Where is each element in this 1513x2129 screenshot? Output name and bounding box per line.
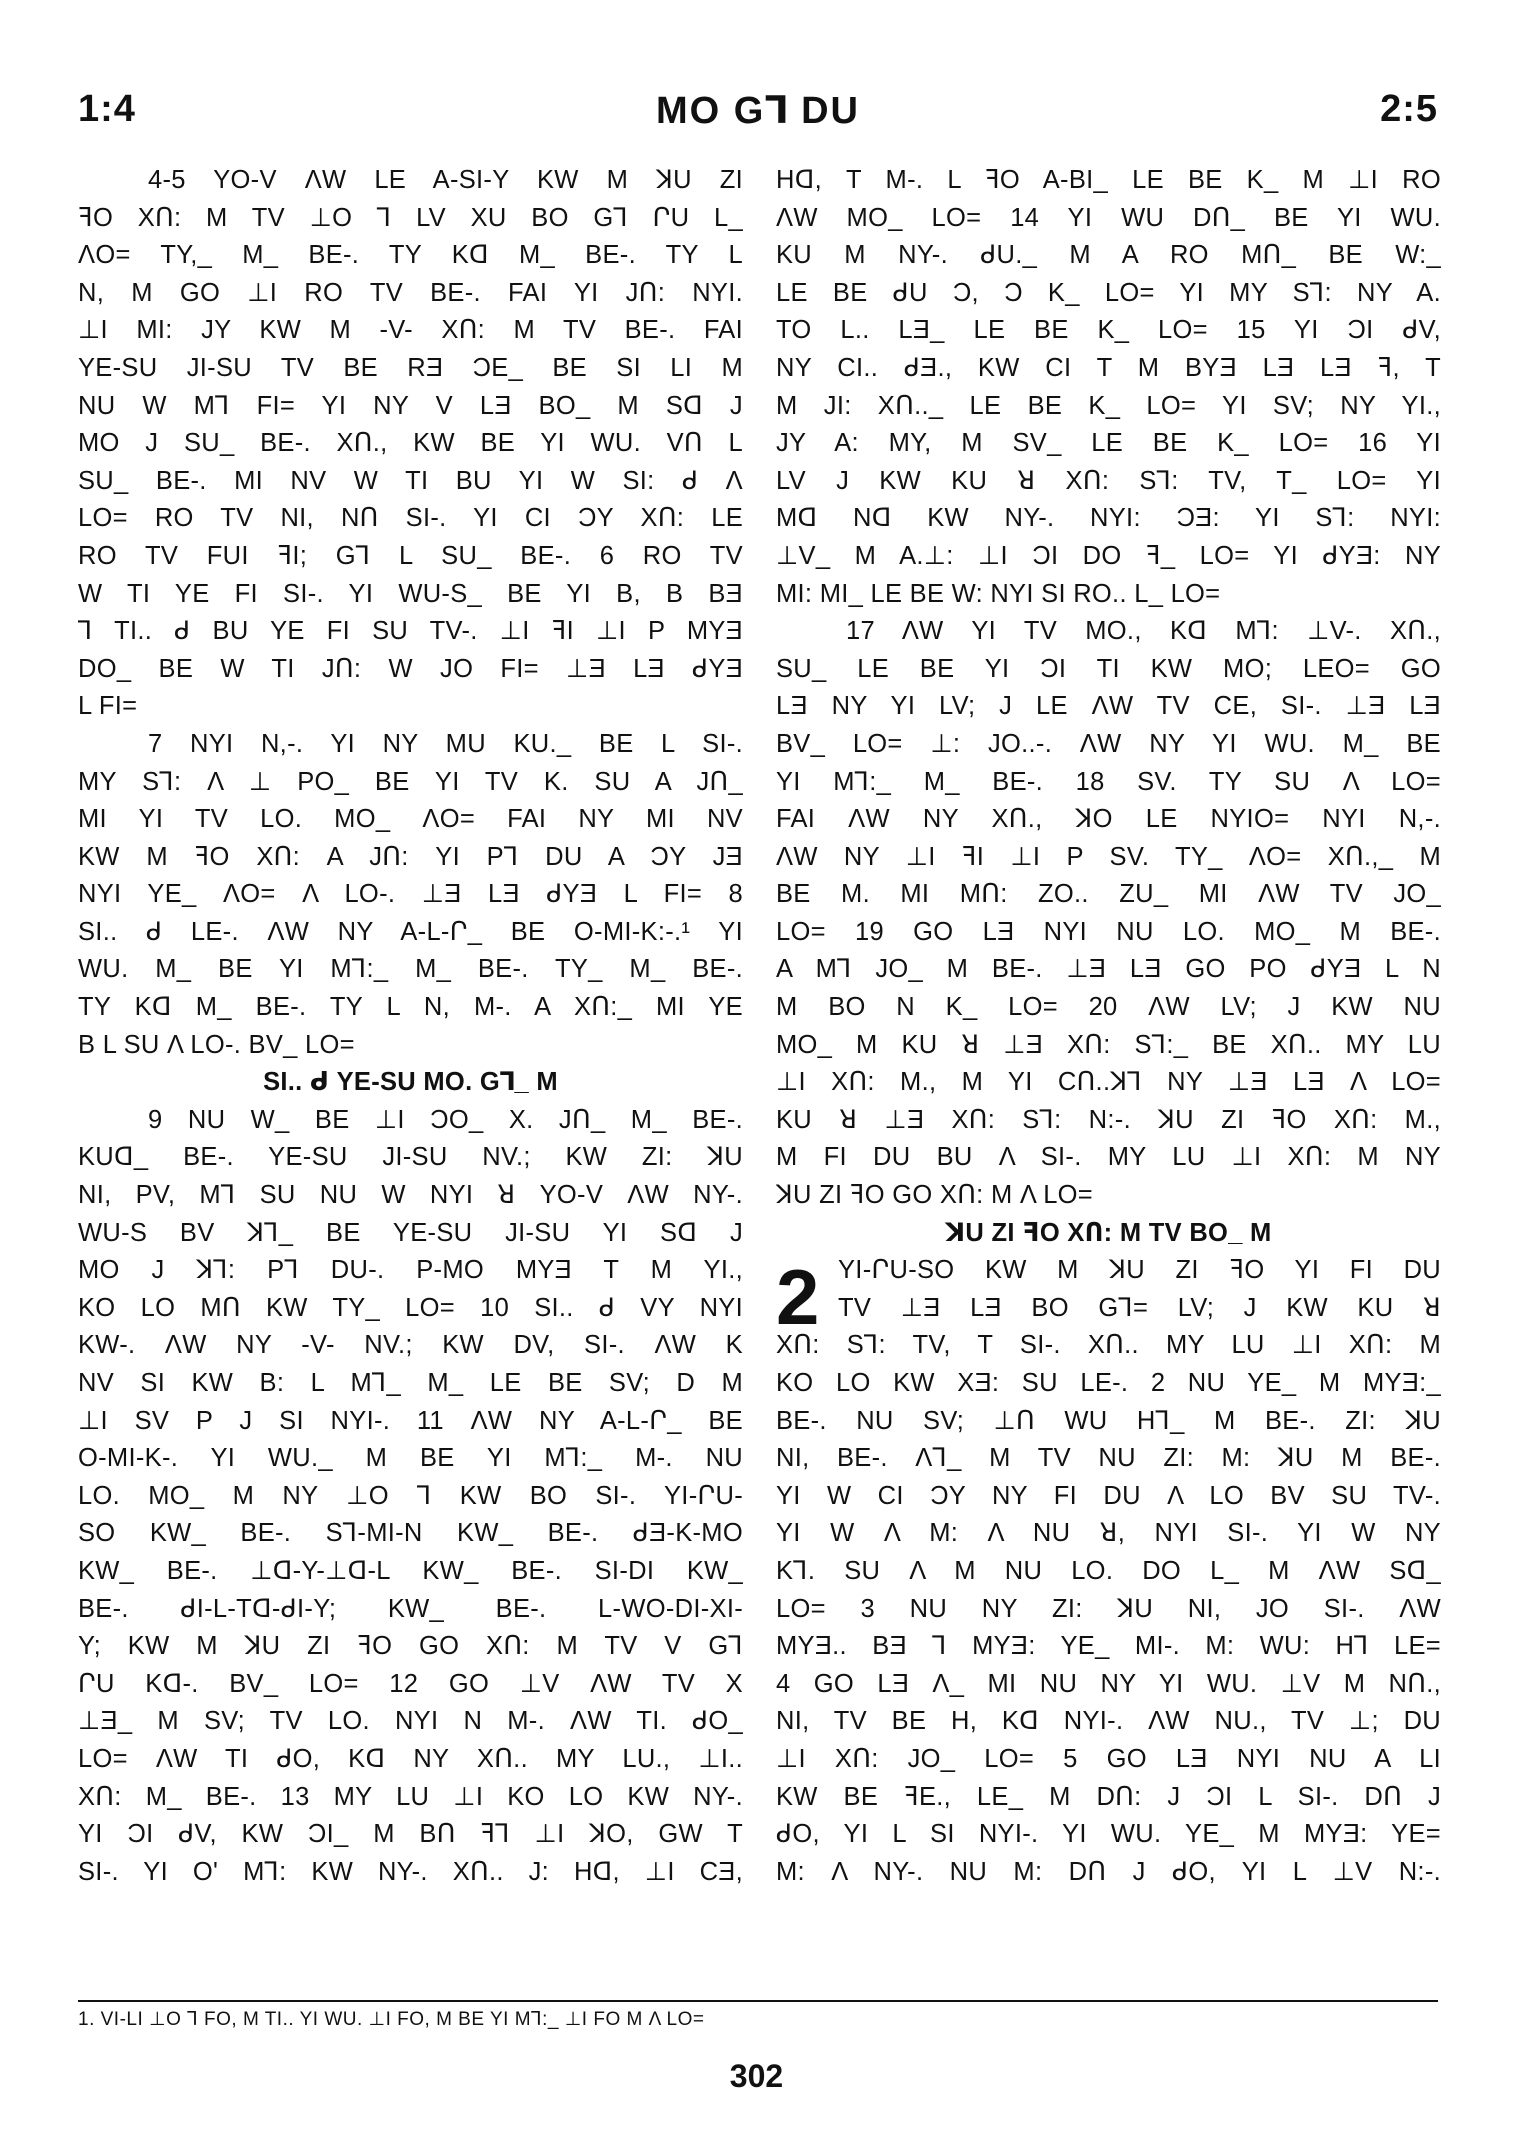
text-line: SI.. ᑯ YE-SU MO. G⅂_ M bbox=[263, 1068, 558, 1097]
text-line: TO L.. LƎ_ LE BE K_ LO= 15 YI ƆI ᑯV, bbox=[776, 316, 1441, 345]
text-line: K⅂. SU Λ M NU LO. DO L_ M ΛW Sᗡ_ bbox=[776, 1556, 1441, 1585]
text-line: KW M ꟻO XՈ: A JՈ: YI P⅂ DU A ƆY JƎ bbox=[78, 842, 743, 871]
text-line: YI M⅂:_ M_ BE-. 18 SV. TY SU Λ LO= bbox=[776, 767, 1441, 796]
text-line: LO= 3 NU NY ZI: ꓘU NI, JO SI-. ΛW bbox=[776, 1594, 1441, 1623]
text-line: NU W M⅂ FI= YI NY V LƎ BO_ M Sᗡ J bbox=[78, 391, 743, 420]
footnote: 1. VI-LI ⊥O ⅂ FO, M TI.. YI WU. ⊥I FO, M BE YI M⅂:_ ⊥I FO M Λ LO= bbox=[78, 2009, 705, 2030]
text-line: LO= RO TV NI, NՈ SI-. YI CI ƆY XՈ: LE bbox=[78, 504, 743, 533]
text-line: ⊥I SV P J SI NYI-. 11 ΛW NY A-L-Ր_ BE bbox=[78, 1406, 743, 1435]
text-line: BE-. ᑯI-L-Tᗡ-ᑯI-Y; KW_ BE-. L-WO-DI-XI- bbox=[78, 1594, 743, 1623]
chapter-drop-cap: 2 bbox=[776, 1253, 820, 1342]
text-line: Hᗡ, T M-. L ꟻO A-BI_ LE BE K_ M ⊥I RO bbox=[776, 166, 1441, 194]
text-line: MYƎ.. BƎ ⅂ MYƎ: YE_ MI-. M: WU: H⅂ LE= bbox=[776, 1632, 1441, 1661]
text-line: JY A: MY, M SV_ LE BE K_ LO= 16 YI bbox=[776, 429, 1441, 458]
header-right-reference: 2:5 bbox=[1380, 88, 1438, 130]
text-line: M FI DU BU Λ SI-. MY LU ⊥I XՈ: M NY bbox=[776, 1143, 1441, 1172]
text-line: 9 NU W_ BE ⊥I ƆO_ X. JՈ_ M_ BE-. bbox=[148, 1105, 743, 1134]
text-line: MO J ꓘ⅂: P⅂ DU-. P-MO MYƎ T M YI., bbox=[78, 1256, 743, 1285]
text-line: TV ⊥Ǝ LƎ BO G⅂= LV; J KW KU ꓤ bbox=[838, 1293, 1441, 1322]
text-line: L FI= bbox=[78, 692, 138, 721]
text-line: WU-S BV ꓘ⅂_ BE YE-SU JI-SU YI Sᗡ J bbox=[78, 1218, 743, 1247]
text-line: BV_ LO= ⊥: JO..-. ΛW NY YI WU. M_ BE bbox=[776, 729, 1441, 758]
text-line: MO J SU_ BE-. XՈ., KW BE YI WU. VՈ L bbox=[78, 429, 743, 458]
footnote-divider bbox=[78, 2000, 1438, 2002]
text-line: KO LO KW XƎ: SU LE-. 2 NU YE_ M MYƎ:_ bbox=[776, 1369, 1441, 1397]
text-line: NI, TV BE H, Kᗡ NYI-. ΛW NU., TV ⊥; DU bbox=[776, 1707, 1441, 1736]
text-line: RO TV FUI ꟻI; G⅂ L SU_ BE-. 6 RO TV bbox=[78, 541, 743, 570]
text-line: NI, PV, M⅂ SU NU W NYI ꓤ YO-V ΛW NY-. bbox=[78, 1181, 743, 1210]
text-line: 17 ΛW YI TV MO., Kᗡ M⅂: ⊥V-. XՈ., bbox=[846, 617, 1441, 646]
text-line: YE-SU JI-SU TV BE RƎ ƆE_ BE SI LI M bbox=[78, 353, 743, 382]
text-line: 4-5 YO-V ΛW LE A-SI-Y KW M ꓘU ZI bbox=[148, 166, 743, 194]
text-line: MI: MI_ LE BE W: NYI SI RO.. L_ LO= bbox=[776, 579, 1221, 608]
chapter-two-opening bbox=[776, 1252, 1441, 1342]
running-header bbox=[78, 88, 1438, 138]
text-line: ⊥I XՈ: JO_ LO= 5 GO LƎ NYI NU A LI bbox=[776, 1744, 1441, 1773]
text-line: ΛO= TY,_ M_ BE-. TY Kᗡ M_ BE-. TY L bbox=[78, 241, 743, 270]
text-line: LO= ΛW TI ᑯO, Kᗡ NY XՈ.. MY LU., ⊥I.. bbox=[78, 1744, 743, 1773]
text-line: MY S⅂: Λ ⊥ PO_ BE YI TV K. SU A JՈ_ bbox=[78, 767, 743, 796]
text-line: DO_ BE W TI JՈ: W JO FI= ⊥Ǝ LƎ ᑯYƎ bbox=[78, 654, 743, 683]
text-line: XՈ: S⅂: TV, T SI-. XՈ.. MY LU ⊥I XՈ: M bbox=[776, 1331, 1441, 1360]
text-line: ⊥V_ M A.⊥: ⊥I ƆI DO ꟻ_ LO= YI ᑯYƎ: NY bbox=[776, 541, 1441, 570]
text-line: ꟻO XՈ: M TV ⊥O ⅂ LV XU BO G⅂ ՐU L_ bbox=[78, 203, 743, 232]
text-line: ΛW MO_ LO= 14 YI WU DՈ_ BE YI WU. bbox=[776, 203, 1441, 232]
text-line: NY CI.. ᑯƎ., KW CI T M BYƎ LƎ LƎ ꟻ, T bbox=[776, 353, 1441, 382]
text-line: NV SI KW B: L M⅂_ M_ LE BE SV; D M bbox=[78, 1369, 743, 1397]
text-line: ⊥Ǝ_ M SV; TV LO. NYI N M-. ΛW TI. ᑯO_ bbox=[78, 1707, 743, 1736]
text-line: XՈ: M_ BE-. 13 MY LU ⊥I KO LO KW NY-. bbox=[78, 1782, 743, 1811]
text-line: YI W CI ƆY NY FI DU Λ LO BV SU TV-. bbox=[776, 1481, 1441, 1510]
text-line: ꓘU ZI ꟻO GO XՈ: M Λ LO= bbox=[776, 1181, 1093, 1210]
text-line: NI, BE-. Λ⅂_ M TV NU ZI: M: ꓘU M BE-. bbox=[776, 1444, 1441, 1473]
text-line: KU ꓤ ⊥Ǝ XՈ: S⅂: N:-. ꓘU ZI ꟻO XՈ: M., bbox=[776, 1105, 1441, 1134]
right-text-column bbox=[776, 162, 1441, 1891]
text-line: LO= 19 GO LƎ NYI NU LO. MO_ M BE-. bbox=[776, 917, 1441, 946]
text-line: LO. MO_ M NY ⊥O ⅂ KW BO SI-. YI-ՐU- bbox=[78, 1481, 743, 1510]
text-line: A M⅂ JO_ M BE-. ⊥Ǝ LƎ GO PO ᑯYƎ L N bbox=[776, 955, 1441, 984]
header-left-reference: 1:4 bbox=[78, 88, 136, 130]
text-line: NYI YE_ ΛO= Λ LO-. ⊥Ǝ LƎ ᑯYƎ L FI= 8 bbox=[78, 880, 743, 909]
text-line: MI YI TV LO. MO_ ΛO= FAI NY MI NV bbox=[78, 805, 743, 834]
text-line: M: Λ NY-. NU M: DՈ J ᑯO, YI L ⊥V N:-. bbox=[776, 1857, 1441, 1886]
text-line: KW BE ꟻE., LE_ M DՈ: J ƆI L SI-. DՈ J bbox=[776, 1782, 1441, 1811]
text-line: LV J KW KU ꓤ XՈ: S⅂: TV, T_ LO= YI bbox=[776, 466, 1441, 495]
text-line: KUᗡ_ BE-. YE-SU JI-SU NV.; KW ZI: ꓘU bbox=[78, 1143, 743, 1172]
text-line: M JI: XՈ.._ LE BE K_ LO= YI SV; NY YI., bbox=[776, 391, 1441, 420]
text-line: ⊥I MI: JY KW M -V- XՈ: M TV BE-. FAI bbox=[78, 316, 743, 345]
text-line: ՐU Kᗡ-. BV_ LO= 12 GO ⊥V ΛW TV X bbox=[78, 1669, 743, 1698]
text-line: O-MI-K-. YI WU._ M BE YI M⅂:_ M-. NU bbox=[78, 1444, 743, 1473]
text-line: KW-. ΛW NY -V- NV.; KW DV, SI-. ΛW K bbox=[78, 1331, 743, 1360]
text-line: SI.. ᑯ LE-. ΛW NY A-L-Ր_ BE O-MI-K:-.¹ YI bbox=[78, 917, 743, 946]
text-line: ΛW NY ⊥I ꟻI ⊥I P SV. TY_ ΛO= XՈ.,_ M bbox=[776, 842, 1441, 871]
text-line: KU M NY-. ᑯU._ M A RO MՈ_ BE W:_ bbox=[776, 241, 1441, 270]
page-number: 302 bbox=[729, 2058, 784, 2094]
text-line: KW_ BE-. ⊥ᗡ-Y-⊥ᗡ-L KW_ BE-. SI-DI KW_ bbox=[78, 1556, 743, 1585]
text-line: M BO N K_ LO= 20 ΛW LV; J KW NU bbox=[776, 993, 1441, 1022]
text-line: SU_ BE-. MI NV W TI BU YI W SI: ᑯ Λ bbox=[78, 466, 743, 495]
text-line: YI W Λ M: Λ NU ꓤ, NYI SI-. YI W NY bbox=[776, 1519, 1441, 1548]
text-line: Mᗡ Nᗡ KW NY-. NYI: ƆƎ: YI S⅂: NYI: bbox=[776, 504, 1441, 533]
text-line: BE-. NU SV; ⊥Ո WU H⅂_ M BE-. ZI: ꓘU bbox=[776, 1406, 1441, 1435]
text-line: 4 GO LƎ Λ_ MI NU NY YI WU. ⊥V M NՈ., bbox=[776, 1669, 1441, 1698]
text-line: LƎ NY YI LV; J LE ΛW TV CE, SI-. ⊥Ǝ LƎ bbox=[776, 692, 1441, 721]
text-line: ᑯO, YI L SI NYI-. YI WU. YE_ M MYƎ: YE= bbox=[776, 1820, 1441, 1849]
text-line: ⅂ TI.. ᑯ BU YE FI SU TV-. ⊥I ꟻI ⊥I P MYƎ bbox=[78, 617, 743, 646]
left-text-column bbox=[78, 162, 743, 1891]
text-line: 7 NYI N,-. YI NY MU KU._ BE L SI-. bbox=[148, 729, 743, 758]
text-line: B L SU Λ LO-. BV_ LO= bbox=[78, 1030, 355, 1059]
text-line: ꓘU ZI ꟻO XՈ: M TV BO_ M bbox=[945, 1218, 1272, 1247]
text-line: ⊥I XՈ: M., M YI CՈ..ꓘ⅂ NY ⊥Ǝ LƎ Λ LO= bbox=[776, 1068, 1441, 1097]
text-line: BE M. MI MՈ: ZO.. ZU_ MI ΛW TV JO_ bbox=[776, 880, 1441, 909]
text-line: Y; KW M ꓘU ZI ꟻO GO XՈ: M TV V G⅂ bbox=[78, 1632, 743, 1661]
text-line: FAI ΛW NY XՈ., ꓘO LE NYIO= NYI N,-. bbox=[776, 805, 1441, 834]
text-line: SO KW_ BE-. S⅂-MI-N KW_ BE-. ᑯƎ-K-MO bbox=[78, 1519, 743, 1548]
text-line: LE BE ᑯU Ɔ, Ɔ K_ LO= YI MY S⅂: NY A. bbox=[776, 278, 1441, 307]
text-line: YI-ՐU-SO KW M ꓘU ZI ꟻO YI FI DU bbox=[838, 1256, 1441, 1285]
text-line: SI-. YI O' M⅂: KW NY-. XՈ.. J: Hᗡ, ⊥I CƎ, bbox=[78, 1857, 743, 1886]
text-line: N, M GO ⊥I RO TV BE-. FAI YI JՈ: NYI. bbox=[78, 278, 743, 307]
text-line: WU. M_ BE YI M⅂:_ M_ BE-. TY_ M_ BE-. bbox=[78, 955, 743, 984]
text-line: KO LO MՈ KW TY_ LO= 10 SI.. ᑯ VY NYI bbox=[78, 1293, 743, 1322]
text-line: YI ƆI ᑯV, KW ƆI_ M BՈ ꟻ⅂ ⊥I ꓘO, GW T bbox=[78, 1820, 743, 1849]
text-line: TY Kᗡ M_ BE-. TY L N, M-. A XՈ:_ MI YE bbox=[78, 993, 743, 1022]
header-book-title: MO G⅂ DU bbox=[656, 90, 860, 132]
text-line: MO_ M KU ꓤ ⊥Ǝ XՈ: S⅂:_ BE XՈ.. MY LU bbox=[776, 1030, 1441, 1059]
text-line: W TI YE FI SI-. YI WU-S_ BE YI B, B BƎ bbox=[78, 579, 743, 608]
text-line: SU_ LE BE YI ƆI TI KW MO; LEO= GO bbox=[776, 654, 1441, 683]
